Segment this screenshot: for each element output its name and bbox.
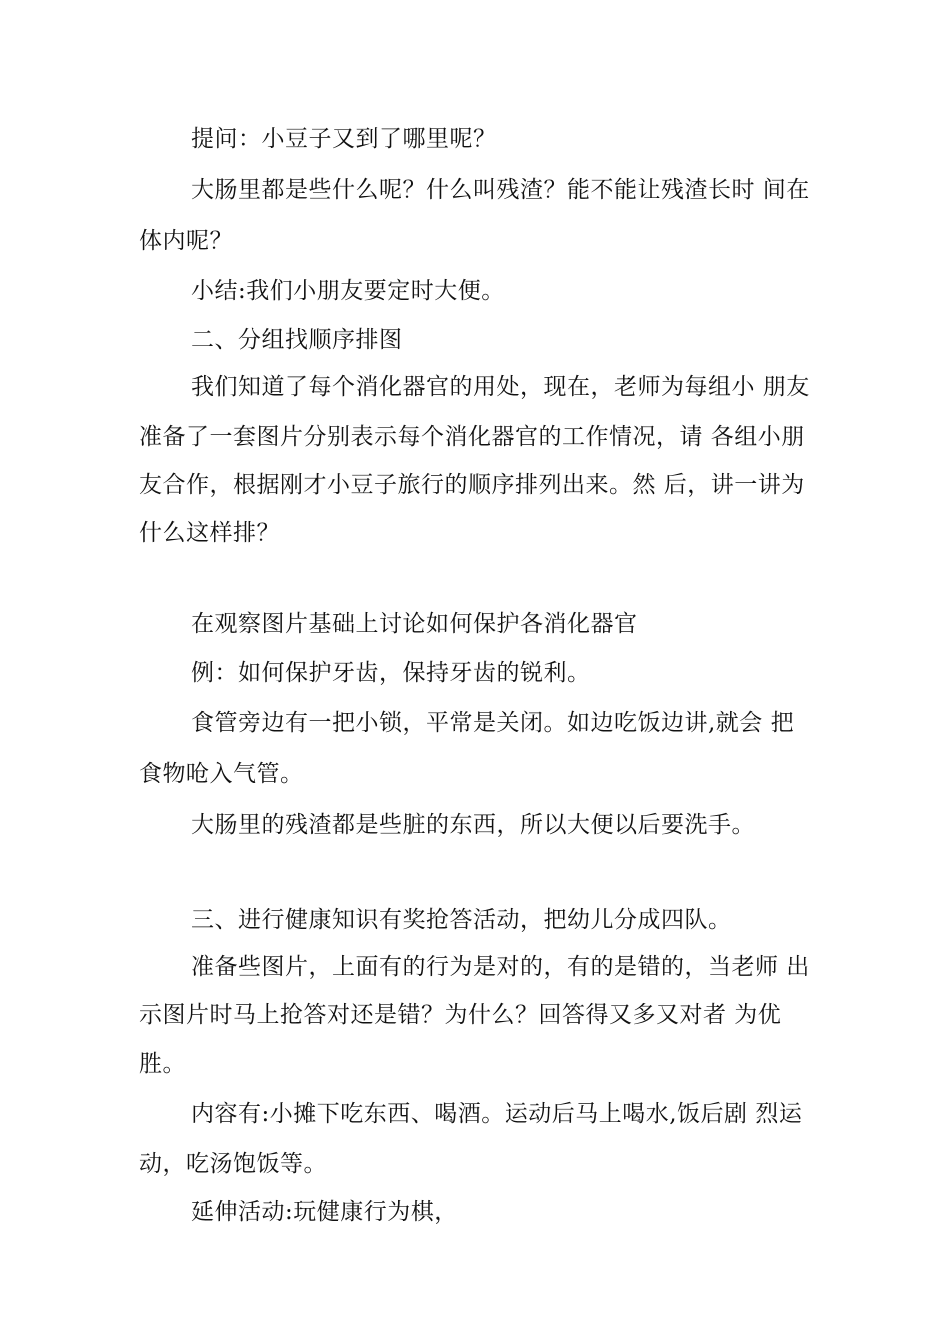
paragraph-line: 大肠里都是些什么呢？什么叫残渣？能不能让残渣长时 间在 (191, 177, 810, 203)
paragraph-line: 什么这样排？ (139, 520, 280, 546)
question-line: 提问：小豆子又到了哪里呢？ (191, 126, 497, 152)
paragraph-line: 动，吃汤饱饭等。 (139, 1151, 327, 1177)
paragraph-line: 食物呛入气管。 (139, 761, 304, 787)
paragraph-line: 友合作，根据刚才小豆子旅行的顺序排列出来。然 后，讲一讲为 (139, 472, 805, 498)
section-heading: 三、进行健康知识有奖抢答活动，把幼儿分成四队。 (191, 907, 732, 933)
section-heading: 二、分组找顺序排图 (191, 327, 403, 353)
paragraph-line: 胜。 (139, 1051, 186, 1077)
summary-line: 小结:我们小朋友要定时大便。 (191, 278, 505, 304)
paragraph-line: 示图片时马上抢答对还是错？为什么？回答得又多又对者 为优 (139, 1002, 782, 1028)
paragraph-line: 体内呢？ (139, 228, 233, 254)
paragraph-line: 大肠里的残渣都是些脏的东西，所以大便以后要洗手。 (191, 812, 755, 838)
paragraph-line: 食管旁边有一把小锁，平常是关闭。如边吃饭边讲,就会 把 (191, 710, 795, 736)
paragraph-line: 我们知道了每个消化器官的用处，现在，老师为每组小 朋友 (191, 374, 810, 400)
discussion-heading: 在观察图片基础上讨论如何保护各消化器官 (191, 611, 638, 637)
extension-activity-line: 延伸活动:玩健康行为棋， (191, 1199, 458, 1225)
paragraph-line: 准备些图片，上面有的行为是对的，有的是错的，当老师 出 (191, 954, 810, 980)
example-line: 例：如何保护牙齿，保持牙齿的锐利。 (191, 660, 591, 686)
paragraph-line: 内容有:小摊下吃东西、喝酒。运动后马上喝水,饭后剧 烈运 (191, 1101, 803, 1127)
paragraph-line: 准备了一套图片分别表示每个消化器官的工作情况，请 各组小朋 (139, 424, 805, 450)
